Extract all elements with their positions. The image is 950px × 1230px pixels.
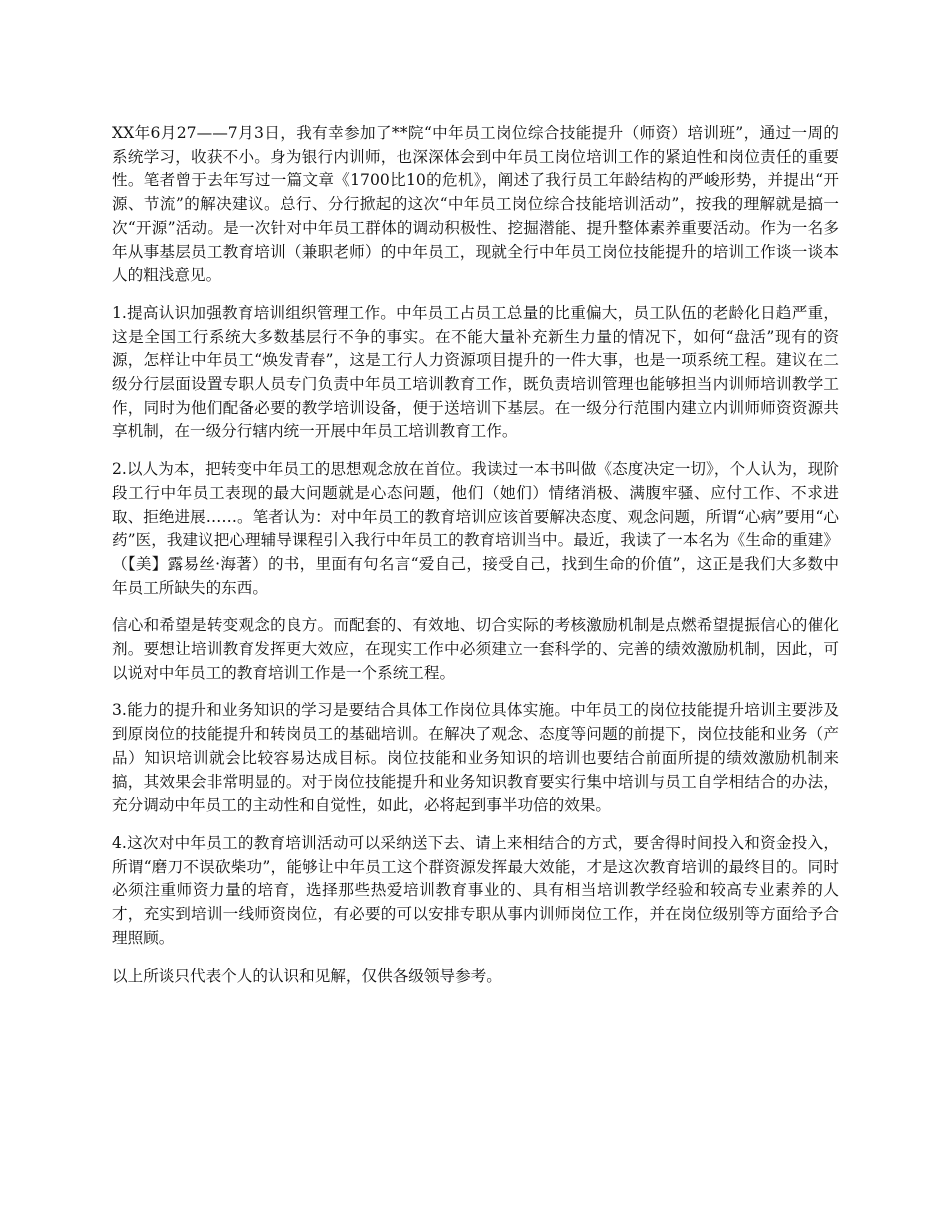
intro-paragraph: XX年6月27——7月3日，我有幸参加了**院“中年员工岗位综合技能提升（师资）培训班”，通过一周的系统学习，收获不小。身为银行内训师，也深深体会到中年员工岗位培训工作的紧迫性和岗位责任的重要性。笔者曾于去年写过一篇文章《1700比10的危机》，阐述了我行员工年龄结构的严峻形势，并提出“开源、节流”的解决建议。总行、分行掀起的这次“中年员工岗位综合技能培训活动”，按我的理解就是搞一次“开源”活动。是一次针对中年员工群体的调动积极性、挖掘潜能、提升整体素养重要活动。作为一名多年从事基层员工教育培训（兼职老师）的中年员工，现就全行中年员工岗位技能提升的培训工作谈一谈本人的粗浅意见。 bbox=[112, 124, 839, 285]
document-body bbox=[112, 122, 839, 1002]
incentive-paragraph: 信心和希望是转变观念的良方。而配套的、有效地、切合实际的考核激励机制是点燃希望提振信心的催化剂。要想让培训教育发挥更大效应，在现实工作中必须建立一套科学的、完善的绩效激励机制，因此，可以说对中年员工的教育培训工作是一个系统工程。 bbox=[112, 616, 839, 682]
point-3-paragraph: 3.能力的提升和业务知识的学习是要结合具体工作岗位具体实施。中年员工的岗位技能提升培训主要涉及到原岗位的技能提升和转岗员工的基础培训。在解决了观念、态度等问题的前提下，岗位技能和业务（产品）知识培训就会比较容易达成目标。岗位技能和业务知识的培训也要结合前面所提的绩效激励机制来搞，其效果会非常明显的。对于岗位技能提升和业务知识教育要实行集中培训与员工自学相结合的办法，充分调动中年员工的主动性和自觉性，如此，必将起到事半功倍的效果。 bbox=[112, 701, 839, 815]
point-4-paragraph: 4.这次对中年员工的教育培训活动可以采纳送下去、请上来相结合的方式，要舍得时间投入和资金投入，所谓“磨刀不误砍柴功”，能够让中年员工这个群资源发挥最大效能，才是这次教育培训的最终目的。同时必须注重师资力量的培育，选择那些热爱培训教育事业的、具有相当培训教学经验和较高专业素养的人才，充实到培训一线师资岗位，有必要的可以安排专职从事内训师岗位工作，并在岗位级别等方面给予合理照顾。 bbox=[112, 833, 839, 947]
point-2-paragraph: 2.以人为本，把转变中年员工的思想观念放在首位。我读过一本书叫做《态度决定一切》，个人认为，现阶段工行中年员工表现的最大问题就是心态问题，他们（她们）情绪消极、满腹牢骚、应付工作、不求进取、拒绝进展……。笔者认为：对中年员工的教育培训应该首要解决态度、观念问题，所谓“心病”要用“心药”医，我建议把心理辅导课程引入我行中年员工的教育培训当中。最近，我读了一本名为《生命的重建》（【美】露易丝·海著）的书，里面有句名言“爱自己，接受自己，找到生命的价值”，这正是我们大多数中年员工所缺失的东西。 bbox=[112, 460, 839, 597]
point-1-paragraph: 1.提高认识加强教育培训组织管理工作。中年员工占员工总量的比重偏大，员工队伍的老龄化日趋严重，这是全国工行系统大多数基层行不争的事实。在不能大量补充新生力量的情况下，如何“盘活”现有的资源，怎样让中年员工“焕发青春”，这是工行人力资源项目提升的一件大事，也是一项系统工程。建议在二级分行层面设置专职人员专门负责中年员工培训教育工作，既负责培训管理也能够担当内训师培训教学工作，同时为他们配备必要的教学培训设备，便于送培训下基层。在一级分行范围内建立内训师师资资源共享机制，在一级分行辖内统一开展中年员工培训教育工作。 bbox=[112, 303, 839, 441]
closing-paragraph: 以上所谈只代表个人的认识和见解，仅供各级领导参考。 bbox=[112, 966, 502, 985]
